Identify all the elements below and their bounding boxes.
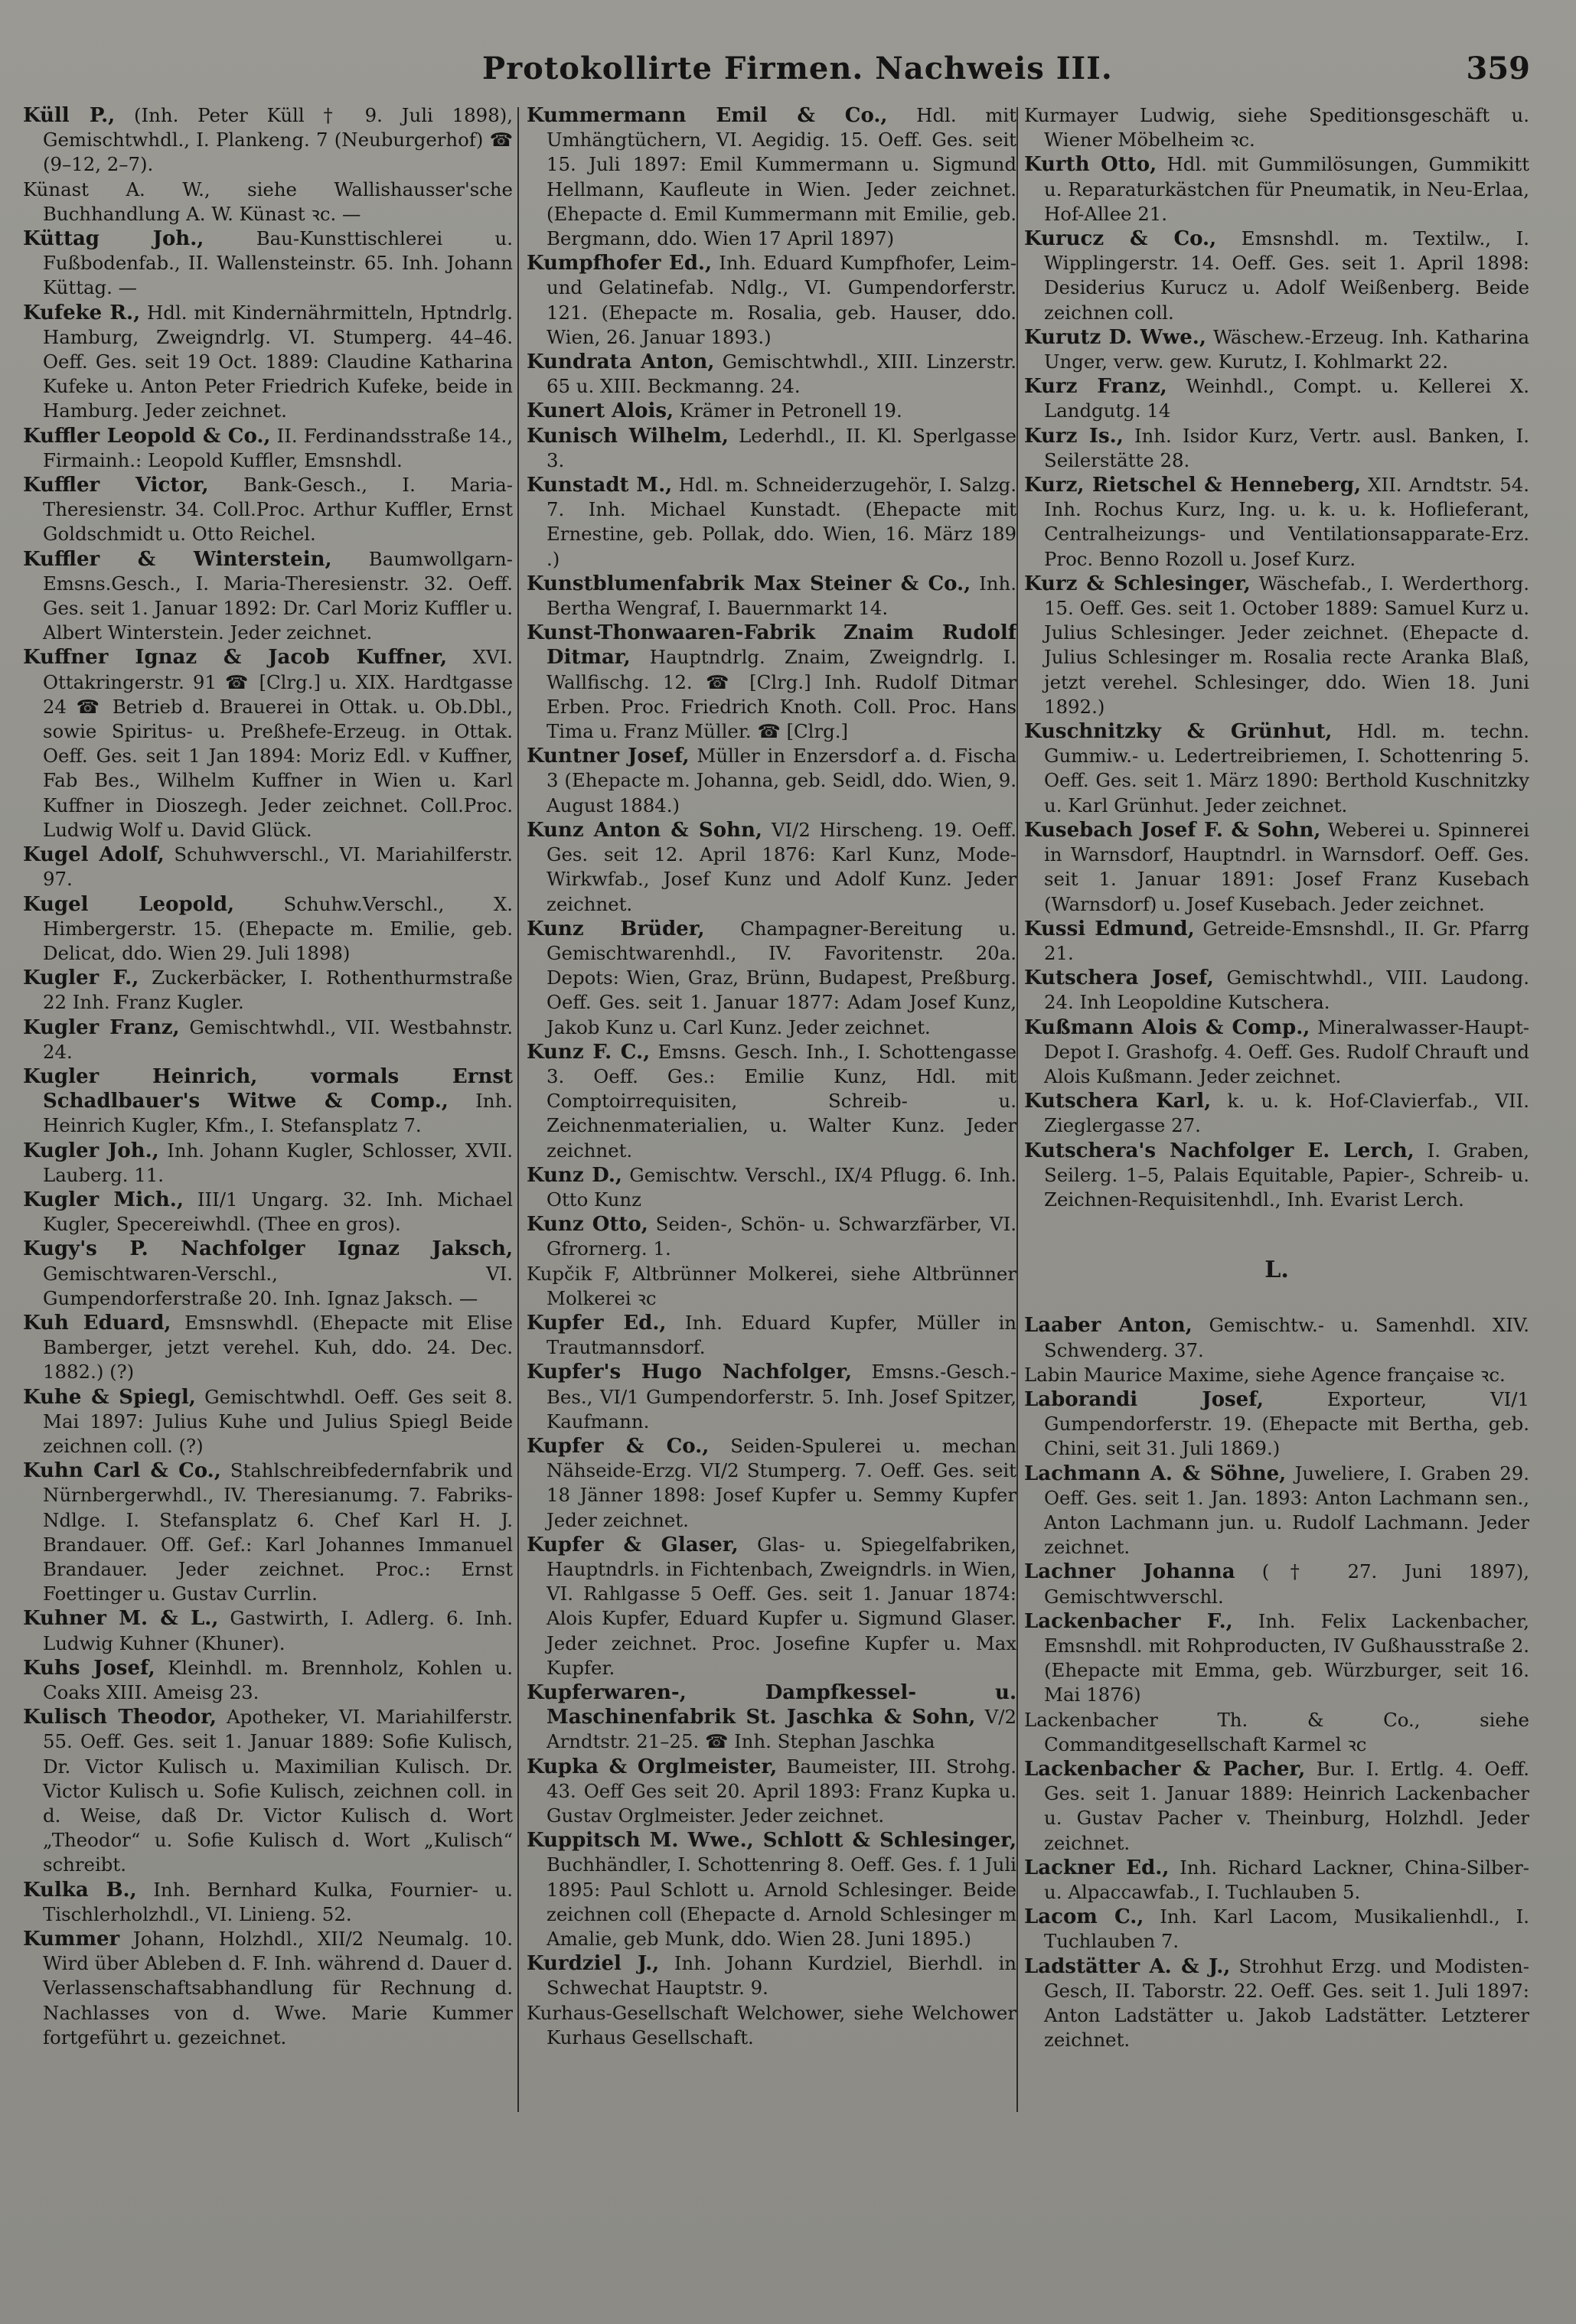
firm-name: Kummer	[23, 1928, 120, 1951]
firm-name: Kuffner Ignaz & Jacob Kuffner,	[23, 646, 448, 670]
firm-entry	[1024, 1560, 1529, 1609]
firm-entry	[23, 843, 513, 891]
firm-entry	[23, 1237, 513, 1311]
firm-details: Stahlschreibfedernfabrik und Nürnbergerwhdl., IV. Theresianumg. 7. Fabriks-Ndlge. I. Stefansplatz 6. Chef Karl H. J. Brandauer. Off. Gef.: Karl Johannes Immanuel Brandauer. Jeder zeichnet. Proc.: Ernst Foettinger u. Gustav Currlin.	[43, 1459, 513, 1605]
firm-details: Inh. Eduard Kupfer, Müller in Trautmannsdorf.	[547, 1311, 1016, 1359]
firm-details: Exporteur, VI/1 Gumpendorferstr. 19. (Ehepacte mit Bertha, geb. Chini, seit 31. Juli 1869.)	[1044, 1387, 1529, 1460]
firm-entry	[23, 645, 513, 843]
firm-details: Lackenbacher Th. & Co., siehe Commanditgesellschaft Karmel ꝛc	[1024, 1708, 1529, 1755]
firm-details: Seiden-Spulerei u. mechan Nähseide-Erzg. VI/2 Stumperg. 7. Oeff. Ges. seit 18 Jänner 1898: Josef Kupfer u. Semmy Kupfer Jeder zeichnet.	[547, 1434, 1016, 1531]
firm-entry	[1024, 374, 1529, 423]
firm-name: Kuhe & Spiegl,	[23, 1385, 196, 1409]
firm-name: Kumpfhofer Ed.,	[527, 252, 713, 275]
firm-details: Gemischtw.- u. Samenhdl. XIV. Schwenderg. 37.	[1044, 1314, 1529, 1361]
firm-details: VI/2 Hirscheng. 19. Oeff. Ges. seit 12. April 1876: Karl Kunz, Mode-Wirkwfab., Josef Kunz und Adolf Kunz. Jeder zeichnet.	[547, 818, 1016, 915]
firm-entry	[527, 424, 1016, 473]
firm-entry	[527, 818, 1016, 917]
firm-details: Inh. Heinrich Kugler, Kfm., I. Stefansplatz 7.	[43, 1090, 513, 1137]
firm-name: Kupfer & Glaser,	[527, 1533, 739, 1556]
firm-details: Inh. Felix Lackenbacher, Emsnshdl. mit Rohproducten, IV Gußhausstraße 2. (Ehepacte mit Emma, geb. Würzburger, seit 16. Mai 1876)	[1044, 1609, 1529, 1706]
firm-details: Weinhdl., Compt. u. Kellerei X. Landgutg. 14	[1044, 375, 1529, 422]
firm-entry	[527, 621, 1016, 744]
firm-name: Kuffler Victor,	[23, 474, 209, 497]
firm-name: Kuffler Leopold & Co.,	[23, 424, 271, 448]
firm-details: Schuhwverschl., VI. Mariahilferstr. 97.	[43, 843, 513, 891]
firm-details: Gemischtwhdl. Oeff. Ges seit 8. Mai 1897: Julius Kuhe und Julius Spiegl Beide zeichnen coll. (?)	[43, 1385, 513, 1457]
firm-name: Kurutz D. Wwe.,	[1024, 325, 1206, 349]
firm-entry	[23, 1311, 513, 1385]
firm-name: Lackner Ed.,	[1024, 1856, 1170, 1879]
firm-entry	[527, 350, 1016, 399]
firm-entry	[527, 1533, 1016, 1680]
firm-entry	[1024, 818, 1529, 917]
firm-details: III/1 Ungarg. 32. Inh. Michael Kugler, Specereiwhdl. (Thee en gros).	[43, 1188, 513, 1236]
firm-details: XVI. Ottakringerstr. 91 ☎ [Clrg.] u. XIX. Hardtgasse 24 ☎ Betrieb d. Brauerei in Ottak. u. Ob.Dbl., sowie Spiritus- u. Preßhefe-Erzeug. in Ottak. Oeff. Ges. seit 1 Jan 1894: Moriz Edl. v Kuffner, Fab Bes., Wilhelm Kuffner in Wien u. Karl Kuffner in Dioszegh. Jeder zeichnet. Coll.Proc. Ludwig Wolf u. David Glück.	[43, 646, 513, 841]
firm-entry	[1024, 103, 1529, 152]
firm-name: Kuhner M. & L.,	[23, 1607, 219, 1631]
firm-entry	[23, 1927, 513, 2050]
firm-details: Emsns. Gesch. Inh., I. Schottengasse 3. Oeff. Ges.: Emilie Kunz, Hdl. mit Comptoirrequisiten, Schreib- u. Zeichnenmaterialien, u. Walter Kunz. Jeder zeichnet.	[547, 1040, 1016, 1162]
firm-entry	[1024, 966, 1529, 1015]
firm-details: Glas- u. Spiegelfabriken, Hauptndrls. in Fichtenbach, Zweigndrls. in Wien, VI. Rahlgasse 5 Oeff. Ges. seit 1. Januar 1874: Alois Kupfer, Eduard Kupfer u. Sigmund Glaser. Jeder zeichnet. Proc. Josefine Kupfer u. Max Kupfer.	[547, 1533, 1016, 1679]
firm-entry	[23, 1656, 513, 1705]
firm-details: Juweliere, I. Graben 29. Oeff. Ges. seit 1. Jan. 1893: Anton Lachmann sen., Anton Lachmann jun. u. Rudolf Lachmann. Jeder zeichnet.	[1044, 1462, 1529, 1559]
firm-name: Lackenbacher F.,	[1024, 1609, 1233, 1633]
firm-name: Kurz Franz,	[1024, 375, 1167, 399]
firm-name: Kunz F. C.,	[527, 1040, 651, 1064]
firm-details: Kurhaus-Gesellschaft Welchower, siehe Welchower Kurhaus Gesellschaft.	[527, 2001, 1016, 2049]
firm-name: Kunz Brüder,	[527, 917, 705, 940]
directory-column-1	[23, 103, 513, 2300]
firm-details: Weberei u. Spinnerei in Warnsdorf, Hauptndrl. in Warnsdorf. Oeff. Ges. seit 1. Januar 1891: Josef Franz Kusebach (Warnsdorf) u. Josef Kusebach. Jeder zeichnet.	[1044, 818, 1529, 915]
firm-entry	[527, 1163, 1016, 1212]
firm-details: Hdl. m. Schneiderzugehör, I. Salzg. 7. Inh. Michael Kunstadt. (Ehepacte mit Ernestine, geb. Pollak, ddo. Wien, 16. März 189 .)	[547, 474, 1016, 570]
firm-name: Kutschera's Nachfolger E. Lerch,	[1024, 1139, 1414, 1162]
firm-name: Kuh Eduard,	[23, 1311, 171, 1335]
firm-details: Emsnswhdl. (Ehepacte mit Elise Bamberger, jetzt verehel. Kuh, ddo. 24. Dec. 1882.) (?)	[43, 1311, 513, 1384]
firm-name: Kunz D.,	[527, 1163, 622, 1187]
firm-entry	[1024, 1139, 1529, 1213]
firm-entry	[23, 1015, 513, 1064]
firm-name: Kugy's P. Nachfolger Ignaz Jaksch,	[23, 1237, 513, 1261]
firm-entry	[23, 178, 513, 227]
firm-details: (Inh. Peter Küll † 9. Juli 1898), Gemischtwhdl., I. Plankeng. 7 (Neuburgerhof) ☎ (9–12, 2–7).	[43, 104, 513, 176]
firm-name: Lacom C.,	[1024, 1905, 1144, 1929]
firm-details: II. Ferdinandsstraße 14., Firmainh.: Leopold Kuffler, Emsnshdl.	[43, 424, 513, 471]
firm-details: Kurmayer Ludwig, siehe Speditionsgeschäft u. Wiener Möbelheim ꝛc.	[1024, 104, 1529, 152]
firm-entry	[23, 227, 513, 301]
firm-name: Kunz Anton & Sohn,	[527, 818, 762, 842]
firm-entry	[23, 424, 513, 473]
firm-entry	[1024, 1363, 1529, 1387]
firm-entry	[527, 399, 1016, 423]
firm-entry	[1024, 1708, 1529, 1757]
firm-name: Laaber Anton,	[1024, 1314, 1193, 1338]
firm-details: Gemischtwhdl., VII. Westbahnstr. 24.	[43, 1015, 513, 1063]
firm-entry	[527, 572, 1016, 621]
firm-details: Johann, Holzhdl., XII/2 Neumalg. 10. Wird über Ableben d. F. Inh. während d. Dauer d. Verlassenschaftsabhandlung für Rechnung d. Nachlasses von d. Wwe. Marie Kummer fortgeführt u. gezeichnet.	[43, 1928, 513, 2049]
firm-details: Emsnshdl. m. Textilw., I. Wipplingerstr. 14. Oeff. Ges. seit 1. April 1898: Desiderius Kurucz u. Adolf Weißenberg. Beide zeichnen coll.	[1044, 227, 1529, 324]
firm-entry	[23, 892, 513, 966]
firm-name: Kussi Edmund,	[1024, 917, 1195, 940]
firm-entry	[1024, 1089, 1529, 1138]
firm-entry	[527, 1311, 1016, 1360]
firm-entry	[1024, 1313, 1529, 1362]
firm-name: Kutschera Josef,	[1024, 966, 1214, 990]
firm-details: Hdl. mit Kindernährmitteln, Hptndrlg. Hamburg, Zweigndrlg. VI. Stumperg. 44–46. Oeff. Ges. seit 19 Oct. 1889: Claudine Katharina Kufeke u. Anton Peter Friedrich Kufeke, beide in Hamburg. Jeder zeichnet.	[43, 301, 513, 422]
column-divider	[517, 107, 519, 2112]
firm-entry	[1024, 917, 1529, 966]
firm-name: Kusebach Josef F. & Sohn,	[1024, 818, 1321, 842]
firm-details: Baumwollgarn-Emsns.Gesch., I. Maria-Theresienstr. 32. Oeff. Ges. seit 1. Januar 1892: Dr. Carl Moriz Kuffler u. Albert Winterstein. Jeder zeichnet.	[43, 547, 513, 644]
firm-details: († 27. Juni 1897), Gemischtwverschl.	[1044, 1560, 1529, 1608]
firm-details: Inh. Bertha Wengraf, I. Bauernmarkt 14.	[547, 572, 1016, 620]
firm-entry	[1024, 1387, 1529, 1462]
firm-details: Inh. Karl Lacom, Musikalienhdl., I. Tuchlauben 7.	[1044, 1905, 1529, 1953]
firm-name: Kupfer's Hugo Nachfolger,	[527, 1361, 853, 1384]
firm-entry	[23, 547, 513, 646]
firm-name: Kupferwaren-, Dampfkessel- u. Maschinenfabrik St. Jaschka & Sohn,	[527, 1681, 1016, 1729]
firm-name: Kufeke R.,	[23, 301, 141, 324]
firm-entry	[23, 1459, 513, 1606]
firm-name: Kunstadt M.,	[527, 474, 673, 497]
page-number: 359	[1466, 51, 1530, 86]
firm-name: Kugler Heinrich, vormals Ernst Schadlbauer's Witwe & Comp.,	[23, 1064, 513, 1113]
page-header	[459, 46, 1553, 99]
column-divider	[1016, 107, 1018, 2112]
firm-name: Kuffler & Winterstein,	[23, 547, 332, 571]
firm-entry	[1024, 572, 1529, 719]
firm-name: Kunst-Thonwaaren-Fabrik Znaim Rudolf Ditmar,	[527, 621, 1016, 670]
firm-name: Kurz Is.,	[1024, 424, 1124, 448]
firm-details: Gemischtwhdl., VIII. Laudong. 24. Inh Leopoldine Kutschera.	[1044, 966, 1529, 1014]
firm-details: I. Graben, Seilerg. 1–5, Palais Equitable, Papier-, Schreib- u. Zeichnen-Requisitenhdl., Inh. Evarist Lerch.	[1044, 1139, 1529, 1211]
firm-entry	[1024, 227, 1529, 325]
firm-name: Küttag Joh.,	[23, 227, 204, 251]
firm-name: Lachner Johanna	[1024, 1560, 1235, 1584]
firm-entry	[1024, 325, 1529, 374]
firm-entry	[23, 1705, 513, 1877]
firm-name: Kugler F.,	[23, 966, 139, 990]
firm-details: Inh. Richard Lackner, China-Silber- u. Alpaccawfab., I. Tuchlauben 5.	[1044, 1856, 1529, 1904]
firm-name: Ladstätter A. & J.,	[1024, 1954, 1231, 1978]
firm-name: Laborandi Josef,	[1024, 1387, 1264, 1411]
firm-entry	[1024, 719, 1529, 818]
firm-details: Emsns.-Gesch.-Bes., VI/1 Gumpendorferstr. 5. Inh. Josef Spitzer, Kaufmann.	[547, 1361, 1016, 1433]
firm-name: Kundrata Anton,	[527, 350, 715, 374]
firm-entry	[23, 301, 513, 424]
letter-heading: L.	[1264, 1257, 1289, 1284]
firm-entry	[23, 1064, 513, 1139]
firm-details: Gastwirth, I. Adlerg. 6. Inh. Ludwig Kuhner (Khuner).	[43, 1607, 513, 1654]
firm-details: Kupčik F, Altbrünner Molkerei, siehe Altbrünner Molkerei ꝛc	[527, 1262, 1016, 1309]
firm-entry	[1024, 473, 1529, 572]
firm-entry	[23, 473, 513, 547]
firm-name: Küll P.,	[23, 104, 116, 127]
firm-details: Hdl. m. techn. Gummiw.- u. Ledertreibriemen, I. Schottenring 5. Oeff. Ges. seit 1. März 1890: Berthold Kuschnitzky u. Karl Grünhut. Jeder zeichnet.	[1044, 720, 1529, 816]
firm-details: Hauptndrlg. Znaim, Zweigndrlg. I. Wallfischg. 12. ☎ [Clrg.] Inh. Rudolf Ditmar Erben. Proc. Friedrich Knoth. Coll. Proc. Hans Tima u. Franz Müller. ☎ [Clrg.]	[547, 646, 1016, 743]
firm-name: Kugler Joh.,	[23, 1139, 159, 1162]
firm-details: k. u. k. Hof-Clavierfab., VII. Zieglergasse 27.	[1044, 1090, 1529, 1137]
firm-details: Inh. Johann Kugler, Schlosser, XVII. Lauberg. 11.	[43, 1139, 513, 1186]
firm-entry	[527, 103, 1016, 251]
firm-name: Kurth Otto,	[1024, 153, 1157, 177]
firm-name: Kulka B.,	[23, 1878, 137, 1902]
firm-details: Getreide-Emsnshdl., II. Gr. Pfarrg 21.	[1044, 917, 1529, 964]
firm-details: Hdl. mit Gummilösungen, Gummikitt u. Reparaturkästchen für Pneumatik, in Neu-Erlaa, Hof-Allee 21.	[1044, 153, 1529, 225]
firm-name: Kuppitsch M. Wwe., Schlott & Schlesinger,	[527, 1829, 1016, 1853]
firm-name: Kurz & Schlesinger,	[1024, 572, 1251, 595]
firm-name: Kurz, Rietschel & Henneberg,	[1024, 474, 1362, 497]
firm-entry	[23, 1139, 513, 1188]
firm-entry	[527, 1262, 1016, 1311]
firm-name: Lachmann A. & Söhne,	[1024, 1462, 1287, 1485]
firm-entry	[1024, 1954, 1529, 2053]
firm-entry	[527, 744, 1016, 818]
directory-column-2	[527, 103, 1016, 2300]
firm-entry	[23, 1385, 513, 1459]
firm-details: Champagner-Bereitung u. Gemischtwarenhdl., IV. Favoritenstr. 20a. Depots: Wien, Graz, Brünn, Budapest, Preßburg. Oeff. Ges. seit 1. Januar 1877: Adam Josef Kunz, Jakob Kunz u. Carl Kunz. Jeder zeichnet.	[547, 917, 1016, 1038]
firm-details: Hdl. mit Umhängtüchern, VI. Aegidig. 15. Oeff. Ges. seit 15. Juli 1897: Emil Kummermann u. Sigmund Hellmann, Kaufleute in Wien. Jeder zeichnet. (Ehepacte d. Emil Kummermann mit Emilie, geb. Bergmann, ddo. Wien 17 April 1897)	[547, 104, 1016, 250]
firm-entry	[527, 917, 1016, 1040]
firm-name: Kunisch Wilhelm,	[527, 424, 729, 448]
firm-name: Kugler Mich.,	[23, 1188, 184, 1211]
firm-entry	[1024, 1609, 1529, 1708]
firm-entry	[23, 1878, 513, 1927]
firm-details: Schuhw.Verschl., X. Himbergerstr. 15. (Ehepacte m. Emilie, geb. Delicat, ddo. Wien 29. Juli 1898)	[43, 892, 513, 964]
firm-details: Apotheker, VI. Mariahilferstr. 55. Oeff. Ges. seit 1. Januar 1889: Sofie Kulisch, Dr. Victor Kulisch u. Maximilian Kulisch. Dr. Victor Kulisch u. Sofie Kulisch, zeichnen coll. in d. Weise, daß Dr. Victor Kulisch d. Wort „Theodor“ u. Sofie Kulisch d. Wort „Kulisch“ schreibt.	[43, 1706, 513, 1876]
firm-details: Kleinhdl. m. Brennholz, Kohlen u. Coaks XIII. Ameisg 23.	[43, 1656, 513, 1703]
firm-details: Künast A. W., siehe Wallishausser'sche Buchhandlung A. W. Künast ꝛc. —	[23, 178, 513, 225]
firm-name: Kurdziel J.,	[527, 1952, 660, 1976]
firm-name: Kupfer Ed.,	[527, 1311, 667, 1335]
firm-name: Kunert Alois,	[527, 399, 674, 423]
firm-entry	[1024, 1905, 1529, 1954]
firm-entry	[1024, 1856, 1529, 1905]
firm-entry	[527, 1755, 1016, 1829]
firm-details: Bau-Kunsttischlerei u. Fußbodenfab., II. Wallensteinstr. 65. Inh. Johann Küttag. —	[43, 227, 513, 299]
firm-name: Kummermann Emil & Co.,	[527, 104, 888, 127]
firm-entry	[527, 1828, 1016, 1951]
firm-details: Gemischtwaren-Verschl., VI. Gumpendorferstraße 20. Inh. Ignaz Jaksch. —	[43, 1262, 513, 1309]
firm-entry	[527, 2001, 1016, 2050]
firm-details: Gemischtw. Verschl., IX/4 Pflugg. 6. Inh. Otto Kunz	[547, 1163, 1016, 1211]
firm-details: Mineralwasser-Haupt-Depot I. Grashofg. 4. Oeff. Ges. Rudolf Chrauft und Alois Kußmann. Jeder zeichnet.	[1044, 1015, 1529, 1087]
firm-details: Baumeister, III. Strohg. 43. Oeff Ges seit 20. April 1893: Franz Kupka u. Gustav Orglmeister. Jeder zeichnet.	[547, 1755, 1016, 1827]
firm-entry	[527, 1212, 1016, 1261]
firm-details: Inh. Isidor Kurz, Vertr. ausl. Banken, I. Seilerstätte 28.	[1044, 424, 1529, 471]
firm-entry	[1024, 1015, 1529, 1090]
firm-details: Buchhändler, I. Schottenring 8. Oeff. Ges. f. 1 Juli 1895: Paul Schlott u. Arnold Schlesinger. Beide zeichnen coll (Ehepacte d. Arnold Schlesinger m Amalie, geb Munk, ddo. Wien 28. Juni 1895.)	[547, 1853, 1016, 1951]
firm-entry	[1024, 424, 1529, 473]
firm-details: Inh. Bernhard Kulka, Fournier- u. Tischlerholzhdl., VI. Linieng. 52.	[43, 1878, 513, 1925]
firm-details: Wäschew.-Erzeug. Inh. Katharina Unger, verw. gew. Kurutz, I. Kohlmarkt 22.	[1044, 325, 1529, 373]
firm-details: Inh. Eduard Kumpfhofer, Leim- und Gelatinefab. Ndlg., VI. Gumpendorferstr. 121. (Ehepacte m. Rosalia, geb. Hauser, ddo. Wien, 26. Januar 1893.)	[547, 252, 1016, 348]
firm-details: Krämer in Petronell 19.	[679, 399, 902, 422]
directory-column-3	[1024, 103, 1529, 2300]
firm-name: Kußmann Alois & Comp.,	[1024, 1015, 1310, 1039]
firm-name: Kuntner Josef,	[527, 745, 690, 768]
firm-details: Strohhut Erzg. und Modisten-Gesch, II. Taborstr. 22. Oeff. Ges. seit 1. Juli 1897: Anton Ladstätter u. Jakob Ladstätter. Letzterer zeichnet.	[1044, 1954, 1529, 2052]
firm-details: XII. Arndtstr. 54. Inh. Rochus Kurz, Ing. u. k. u. k. Hoflieferant, Centralheizungs- und Ventilationsapparate-Erz. Proc. Benno Rozoll u. Josef Kurz.	[1044, 474, 1529, 570]
firm-details: Gemischtwhdl., XIII. Linzerstr. 65 u. XIII. Beckmanng. 24.	[547, 350, 1016, 398]
firm-name: Kugel Adolf,	[23, 843, 165, 867]
firm-entry	[23, 1606, 513, 1655]
firm-entry	[527, 1951, 1016, 2000]
firm-details: Müller in Enzersdorf a. d. Fischa 3 (Ehepacte m. Johanna, geb. Seidl, ddo. Wien, 9. August 1884.)	[547, 745, 1016, 816]
firm-name: Kuschnitzky & Grünhut,	[1024, 720, 1333, 744]
firm-name: Lackenbacher & Pacher,	[1024, 1758, 1306, 1781]
firm-name: Kugel Leopold,	[23, 892, 235, 916]
firm-entry	[527, 1360, 1016, 1434]
firm-entry	[23, 1188, 513, 1237]
running-title: Protokollirte Firmen. Nachweis III.	[482, 51, 1113, 86]
firm-details: Bur. I. Ertlg. 4. Oeff. Ges. seit 1. Januar 1889: Heinrich Lackenbacher u. Gustav Pacher v. Theinburg, Holzhdl. Jeder zeichnet.	[1044, 1758, 1529, 1854]
firm-entry	[1024, 1757, 1529, 1856]
firm-details: Lederhdl., II. Kl. Sperlgasse 3.	[547, 424, 1016, 471]
firm-details: Zuckerbäcker, I. Rothenthurmstraße 22 Inh. Franz Kugler.	[43, 966, 513, 1014]
firm-entry	[527, 251, 1016, 350]
firm-name: Kulisch Theodor,	[23, 1706, 217, 1729]
firm-name: Kuhn Carl & Co.,	[23, 1459, 221, 1483]
firm-name: Kupfer & Co.,	[527, 1434, 710, 1458]
firm-name: Kurucz & Co.,	[1024, 227, 1217, 251]
firm-details: Inh. Johann Kurdziel, Bierhdl. in Schwechat Hauptstr. 9.	[547, 1952, 1016, 2000]
firm-name: Kunstblumenfabrik Max Steiner & Co.,	[527, 572, 971, 595]
firm-details: Seiden-, Schön- u. Schwarzfärber, VI. Gfrornerg. 1.	[547, 1213, 1016, 1260]
firm-entry	[527, 1040, 1016, 1163]
firm-details: Wäschefab., I. Werderthorg. 15. Oeff. Ges. seit 1. October 1889: Samuel Kurz u. Julius Schlesinger. Jeder zeichnet. (Ehepacte d. Julius Schlesinger m. Rosalia recte Aranka Blaß, jetzt verehel. Schlesinger, ddo. Wien 18. Juni 1892.)	[1044, 572, 1529, 718]
firm-name: Kuhs Josef,	[23, 1656, 155, 1680]
firm-entry	[527, 1434, 1016, 1533]
firm-entry	[527, 473, 1016, 572]
firm-name: Kupka & Orglmeister,	[527, 1755, 778, 1778]
firm-entry	[23, 103, 513, 178]
firm-name: Kutschera Karl,	[1024, 1090, 1212, 1113]
firm-details: V/2 Arndtstr. 21–25. ☎ Inh. Stephan Jaschka	[547, 1706, 1016, 1753]
firm-details: Labin Maurice Maxime, siehe Agence française ꝛc.	[1024, 1363, 1506, 1386]
firm-entry	[527, 1680, 1016, 1755]
firm-name: Kunz Otto,	[527, 1213, 648, 1237]
firm-entry	[1024, 152, 1529, 227]
firm-entry	[1024, 1462, 1529, 1560]
firm-name: Kugler Franz,	[23, 1015, 180, 1039]
firm-details: Bank-Gesch., I. Maria-Theresienstr. 34. Coll.Proc. Arthur Kuffler, Ernst Goldschmidt u. Otto Reichel.	[43, 474, 513, 546]
firm-entry	[23, 966, 513, 1015]
